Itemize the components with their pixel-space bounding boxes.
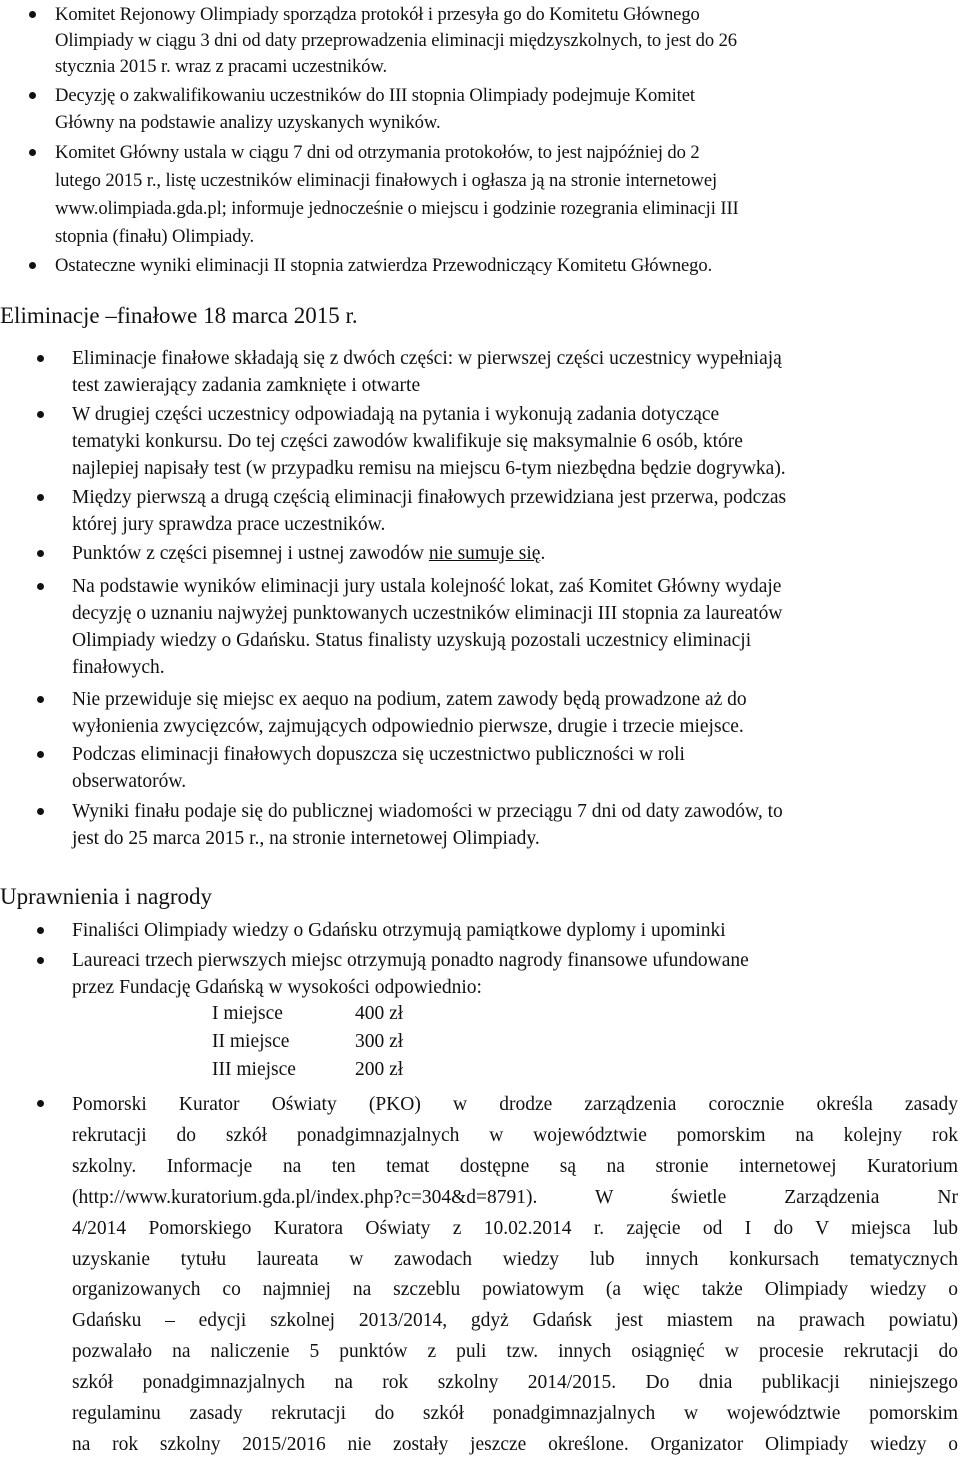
underlined-text: nie sumuje się — [428, 543, 541, 564]
paragraph-line: obserwatorów. — [72, 771, 187, 792]
paragraph-line: Laureaci trzech pierwszych miejsc otrzymują ponadto nagrody finansowe ufundowane — [72, 950, 749, 971]
paragraph-line: Olimpiady w ciągu 3 dni od daty przeprowadzenia eliminacji międzyszkolnych, to jest do 26 — [55, 30, 737, 51]
bullet-icon — [37, 411, 44, 418]
text-span: Punktów z części pisemnej i ustnej zawodów — [72, 543, 429, 564]
paragraph-line: Decyzję o zakwalifikowaniu uczestników do III stopnia Olimpiady podejmuje Komitet — [55, 85, 695, 106]
paragraph-line: Finaliści Olimpiady wiedzy o Gdańsku otrzymują pamiątkowe dyplomy i upominki — [72, 920, 726, 941]
paragraph-line: najlepiej napisały test (w przypadku remisu na miejscu 6-tym niezbędna będzie dogrywka). — [72, 458, 786, 479]
paragraph-line: rekrutacji do szkół ponadgimnazjalnych w województwie pomorskim na kolejny rok — [72, 1124, 958, 1146]
paragraph-line: Pomorski Kurator Oświaty (PKO) w drodze zarządzenia corocznie określa zasady — [72, 1094, 958, 1115]
paragraph-line: Nie przewiduje się miejsc ex aequo na podium, zatem zawody będą prowadzone aż do — [72, 689, 747, 710]
paragraph-line: Na podstawie wyników eliminacji jury ustala kolejność lokat, zaś Komitet Główny wydaje — [72, 576, 782, 597]
paragraph-line: przez Fundację Gdańską w wysokości odpowiednio: — [72, 977, 482, 998]
paragraph-line: jest do 25 marca 2015 r., na stronie internetowej Olimpiady. — [72, 828, 540, 849]
paragraph-line — [72, 541, 545, 567]
prize-place: III miejsce — [212, 1059, 296, 1080]
bullet-icon — [29, 149, 36, 156]
paragraph-line: organizowanych co najmniej na szczeblu powiatowym (a więc także Olimpiady wiedzy o — [72, 1279, 958, 1301]
bullet-icon — [37, 751, 44, 758]
paragraph-line-with-link: www.olimpiada.gda.pl; informuje jednocześnie o miejscu i godzinie rozegrania eliminacji III — [55, 198, 739, 219]
paragraph-line: test zawierający zadania zamknięte i otwarte — [72, 375, 421, 396]
paragraph-line: pozwalało na naliczenie 5 punktów z puli tzw. innych osiągnięć w procesie rekrutacji do — [72, 1341, 958, 1363]
paragraph-line: 4/2014 Pomorskiego Kuratora Oświaty z 10.02.2014 r. zajęcie od I do V miejsca lub — [72, 1217, 958, 1239]
bullet-icon — [37, 494, 44, 501]
text-span: . — [540, 543, 546, 564]
paragraph-line: stopnia (finału) Olimpiady. — [55, 226, 255, 247]
paragraph-line: której jury sprawdza prace uczestników. — [72, 514, 386, 535]
paragraph-line: szkół ponadgimnazjalnych na rok szkolny 2014/2015. Do dnia publikacji niniejszego — [72, 1372, 958, 1394]
bullet-icon — [29, 262, 36, 269]
prize-row — [212, 1000, 403, 1028]
bullet-icon — [37, 696, 44, 703]
prize-amount: 400 zł — [355, 1003, 404, 1024]
paragraph-line: regulaminu zasady rekrutacji do szkół ponadgimnazjalnych w województwie pomorskim — [72, 1403, 958, 1425]
paragraph-line: Wyniki finału podaje się do publicznej wiadomości w przeciągu 7 dni od daty zawodów, to — [72, 801, 783, 822]
bullet-icon — [29, 92, 36, 99]
bullet-icon — [37, 927, 44, 934]
pko-paragraph — [72, 1090, 958, 1461]
paragraph-line: tematyki konkursu. Do tej części zawodów kwalifikuje się maksymalnie 6 osób, które — [72, 431, 743, 452]
paragraph-line: szkolny. Informacje na ten temat dostępne są na stronie internetowej Kuratorium — [72, 1155, 958, 1177]
bullet-icon — [37, 957, 44, 964]
bullet-icon — [37, 583, 44, 590]
paragraph-line: Eliminacje finałowe składają się z dwóch części: w pierwszej części uczestnicy wypełniają — [72, 348, 782, 369]
paragraph-line: na rok szkolny 2015/2016 nie zostały jeszcze określone. Organizator Olimpiady wiedzy o — [72, 1433, 958, 1455]
paragraph-line: Ostateczne wyniki eliminacji II stopnia zatwierdza Przewodniczący Komitetu Głównego. — [55, 255, 713, 276]
prize-amount: 300 zł — [355, 1031, 404, 1052]
paragraph-line: finałowych. — [72, 657, 165, 678]
paragraph-line: stycznia 2015 r. wraz z pracami uczestników. — [55, 56, 388, 77]
paragraph-line: Gdańsku – edycji szkolnej 2013/2014, gdyż Gdańsk jest miastem na prawach powiatu) — [72, 1310, 958, 1332]
paragraph-line: Komitet Rejonowy Olimpiady sporządza protokół i przesyła go do Komitetu Głównego — [55, 4, 700, 25]
paragraph-line: Komitet Główny ustala w ciągu 7 dni od otrzymania protokołów, to jest najpóźniej do 2 — [55, 142, 700, 163]
bullet-icon — [37, 1100, 44, 1107]
bullet-icon — [37, 808, 44, 815]
paragraph-line-with-link: (http://www.kuratorium.gda.pl/index.php?c=304&d=8791). W świetle Zarządzenia Nr — [72, 1186, 958, 1208]
heading-final-round: Eliminacje –finałowe 18 marca 2015 r. — [0, 303, 358, 328]
bullet-icon — [37, 550, 44, 557]
paragraph-line: lutego 2015 r., listę uczestników eliminacji finałowych i ogłasza ją na stronie internetowej — [55, 170, 718, 191]
paragraph-line: uzyskanie tytułu laureata w zawodach wiedzy lub innych konkursach tematycznych — [72, 1248, 958, 1270]
paragraph-line: Główny na podstawie analizy uzyskanych wyników. — [55, 112, 441, 133]
prize-table — [212, 1000, 403, 1084]
bullet-icon — [37, 355, 44, 362]
paragraph-line: wyłonienia zwycięzców, zajmujących odpowiednio pierwsze, drugie i trzecie miejsce. — [72, 716, 744, 737]
heading-awards: Uprawnienia i nagrody — [0, 884, 213, 909]
prize-row — [212, 1028, 403, 1056]
prize-place: II miejsce — [212, 1031, 290, 1052]
paragraph-line: Między pierwszą a drugą częścią eliminacji finałowych przewidziana jest przerwa, podczas — [72, 487, 787, 508]
prize-row — [212, 1056, 403, 1084]
prize-amount: 200 zł — [355, 1059, 404, 1080]
paragraph-line: W drugiej części uczestnicy odpowiadają na pytania i wykonują zadania dotyczące — [72, 404, 720, 425]
paragraph-line: Olimpiady wiedzy o Gdańsku. Status finalisty uzyskują pozostali uczestnicy eliminacji — [72, 630, 752, 651]
prize-place: I miejsce — [212, 1003, 283, 1024]
bullet-icon — [29, 11, 36, 18]
paragraph-line: decyzję o uznaniu najwyżej punktowanych uczestników eliminacji III stopnia za laureatów — [72, 603, 783, 624]
paragraph-line: Podczas eliminacji finałowych dopuszcza się uczestnictwo publiczności w roli — [72, 744, 685, 765]
